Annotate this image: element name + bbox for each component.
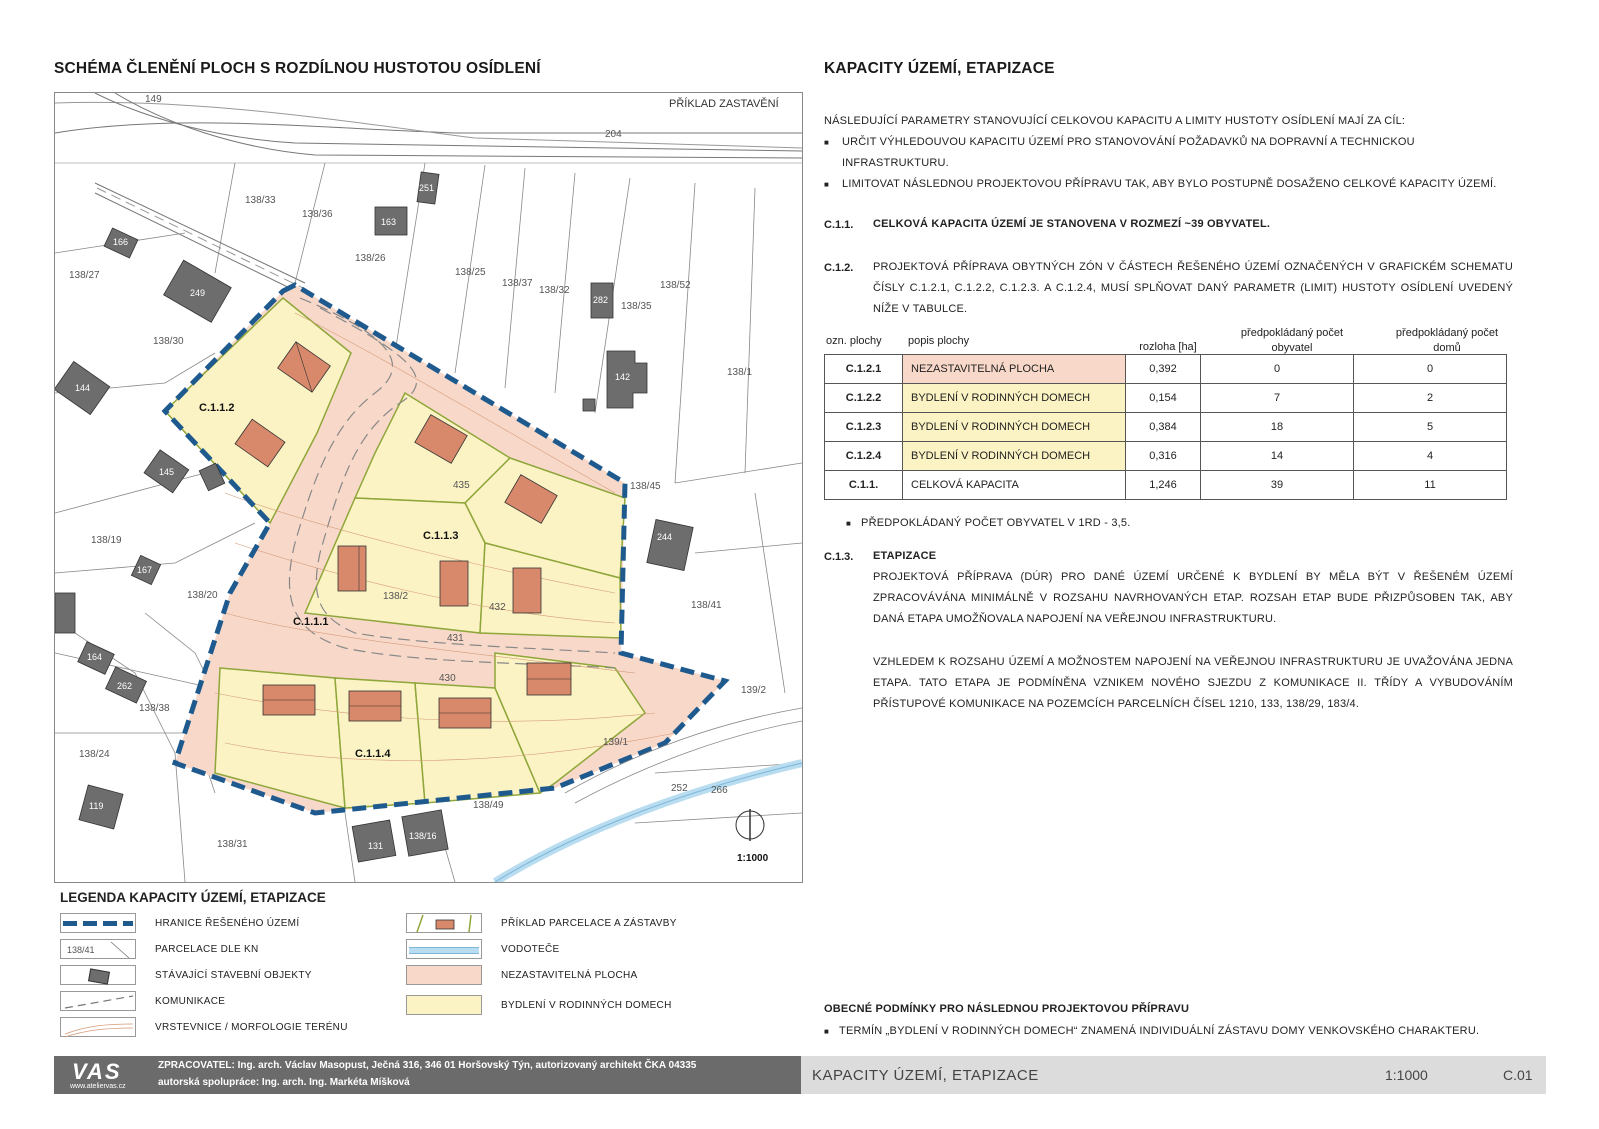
th-desc: popis plochy <box>908 335 970 347</box>
cell-desc: CELKOVÁ KAPACITA <box>903 471 1126 500</box>
table-note: ■ PŘEDPOKLÁDANÝ POČET OBYVATEL V 1RD - 3,5. <box>846 517 1131 529</box>
table-row <box>825 355 1507 384</box>
intro-lead: NÁSLEDUJÍCÍ PARAMETRY STANOVUJÍCÍ CELKOVOU KAPACITU A LIMITY HUSTOTY OSÍDLENÍ MAJÍ ZA CÍL: <box>824 115 1406 127</box>
svg-text:138/38: 138/38 <box>139 703 170 714</box>
cell-area: 0,392 <box>1126 355 1201 384</box>
svg-text:138/16: 138/16 <box>409 831 437 841</box>
svg-text:138/45: 138/45 <box>630 481 661 492</box>
svg-text:251: 251 <box>419 183 435 193</box>
legend-label: HRANICE ŘEŠENÉHO ÚZEMÍ <box>155 917 300 929</box>
legend-parcelation-symbol <box>406 913 482 933</box>
table-row <box>825 442 1507 471</box>
svg-text:138/20: 138/20 <box>187 590 218 601</box>
legend-label: PŘÍKLAD PARCELACE A ZÁSTAVBY <box>501 917 677 929</box>
svg-text:139/1: 139/1 <box>603 737 629 748</box>
svg-text:138/26: 138/26 <box>355 253 386 264</box>
svg-text:131: 131 <box>368 841 384 851</box>
th-pop: předpokládaný počet obyvatel <box>1240 327 1344 354</box>
svg-text:432: 432 <box>489 602 506 613</box>
svg-text:163: 163 <box>381 217 397 227</box>
legend-water-symbol <box>406 939 482 959</box>
c113-paragraph-1: PROJEKTOVÁ PŘÍPRAVA (DÚR) PRO DANÉ ÚZEMÍ URČENÉ K BYDLENÍ BY MĚLA BÝT V ŘEŠENÉM ÚZEMÍ ZPRACOVÁVÁNA MINIMÁLNĚ V ROZSAHU NAVRHOVANÝCH ETAP. ROZSAH ETAP BUDE PŘIZPŮSOBEN TAK, ABY DANÁ ETAPA UMOŽŇOVALA NAPOJENÍ NA VEŘEJNOU INFRASTRUKTURU. <box>873 571 1513 625</box>
svg-text:252: 252 <box>671 783 688 794</box>
legend-label: VODOTEČE <box>501 943 560 955</box>
intro-block <box>824 111 1514 195</box>
legend-label: STÁVAJÍCÍ STAVEBNÍ OBJEKTY <box>155 969 312 981</box>
cell-area: 0,316 <box>1126 442 1201 471</box>
legend-housing <box>406 994 672 1016</box>
legend-label: NEZASTAVITELNÁ PLOCHA <box>501 969 638 981</box>
legend-label: BYDLENÍ V RODINNÝCH DOMECH <box>501 999 672 1011</box>
th-houses: předpokládaný počet domů <box>1395 327 1499 354</box>
svg-text:204: 204 <box>605 129 622 140</box>
svg-text:138/32: 138/32 <box>539 285 570 296</box>
table-row <box>825 384 1507 413</box>
cell-zone: C.1.1. <box>825 471 903 500</box>
svg-text:149: 149 <box>145 94 162 105</box>
c113-title: ETAPIZACE <box>873 550 937 562</box>
cell-pop: 18 <box>1201 413 1354 442</box>
legend-pink-symbol <box>406 965 482 985</box>
cell-desc: BYDLENÍ V RODINNÝCH DOMECH <box>903 442 1126 471</box>
svg-text:138/27: 138/27 <box>69 270 100 281</box>
cell-pop: 0 <box>1201 355 1354 384</box>
svg-text:138/49: 138/49 <box>473 800 504 811</box>
svg-text:145: 145 <box>159 467 175 477</box>
th-zone: ozn. plochy <box>826 335 882 347</box>
svg-text:142: 142 <box>615 372 631 382</box>
cell-houses: 2 <box>1354 384 1507 413</box>
svg-text:138/24: 138/24 <box>79 749 110 760</box>
legend-boundary-symbol <box>60 913 136 933</box>
legend-boundary <box>60 912 299 934</box>
svg-text:138/31: 138/31 <box>217 839 248 850</box>
footer-scale: 1:1000 <box>1385 1067 1428 1083</box>
svg-text:166: 166 <box>113 237 129 247</box>
cell-pop: 39 <box>1201 471 1354 500</box>
table-row <box>825 471 1507 500</box>
svg-text:244: 244 <box>657 532 673 542</box>
general-item: ■ TERMÍN „BYDLENÍ V RODINNÝCH DOMECH“ ZNAMENÁ INDIVIDUÁLNÍ ZÁSTAVU DOMY VENKOVSKÉHO CHARAKTERU. <box>824 1025 1480 1037</box>
svg-text:138/41: 138/41 <box>691 600 722 611</box>
footer-titleblock <box>801 1056 1546 1094</box>
table-row <box>825 413 1507 442</box>
cell-desc: BYDLENÍ V RODINNÝCH DOMECH <box>903 384 1126 413</box>
site-map <box>54 92 803 883</box>
legend-title: LEGENDA KAPACITY ÚZEMÍ, ETAPIZACE <box>60 890 326 905</box>
c113-number: C.1.3. <box>824 551 854 563</box>
c111-number: C.1.1. <box>824 219 854 231</box>
footer-sheet: C.01 <box>1503 1067 1533 1083</box>
footer-credits <box>54 1056 801 1094</box>
c113-paragraph-2: VZHLEDEM K ROZSAHU ÚZEMÍ A MOŽNOSTEM NAPOJENÍ NA VEŘEJNOU INFRASTRUKTURU JE UVAŽOVÁNA JEDNA ETAPA. TATO ETAPA JE PODMÍNĚNA VZNIKEM NOVÉHO SJEZDU Z KOMUNIKACE II. TŘÍDY A VYBUDOVÁNÍM PŘÍSTUPOVÉ KOMUNIKACE NA POZEMCÍCH PARCELNÍCH ČÍSEL 1210, 133, 138/29, 183/4. <box>873 656 1513 710</box>
legend-roads <box>60 990 225 1012</box>
studio-website: www.ateliervas.cz <box>70 1083 126 1090</box>
legend-roads-symbol <box>60 991 136 1011</box>
legend-parcels <box>60 938 259 960</box>
legend-label: VRSTEVNICE / MORFOLOGIE TERÉNU <box>155 1021 348 1033</box>
cell-zone: C.1.2.2 <box>825 384 903 413</box>
cell-zone: C.1.2.1 <box>825 355 903 384</box>
svg-text:249: 249 <box>190 288 206 298</box>
c112-number: C.1.2. <box>824 262 854 274</box>
svg-text:430: 430 <box>439 673 456 684</box>
general-text: TERMÍN „BYDLENÍ V RODINNÝCH DOMECH“ ZNAMENÁ INDIVIDUÁLNÍ ZÁSTAVU DOMY VENKOVSKÉHO CHARAKTERU. <box>839 1025 1480 1037</box>
svg-text:164: 164 <box>87 652 103 662</box>
section-title: KAPACITY ÚZEMÍ, ETAPIZACE <box>824 60 1055 77</box>
intro-bullet: ■ LIMITOVAT NÁSLEDNOU PROJEKTOVOU PŘÍPRAVU TAK, ABY BYLO POSTUPNĚ DOSAŽENO CELKOVÉ KAPACITY ÚZEMÍ. <box>824 174 1514 195</box>
cell-area: 0,384 <box>1126 413 1201 442</box>
svg-text:C.1.1.1: C.1.1.1 <box>293 616 329 628</box>
cell-houses: 11 <box>1354 471 1507 500</box>
footer-title: KAPACITY ÚZEMÍ, ETAPIZACE <box>812 1067 1039 1084</box>
c112-text: PROJEKTOVÁ PŘÍPRAVA OBYTNÝCH ZÓN V ČÁSTECH ŘEŠENÉHO ÚZEMÍ OZNAČENÝCH V GRAFICKÉM SCHEMATU ČÍSLY C.1.2.1, C.1.2.2, C.1.2.3. A C.1.2.4, MUSÍ SPLŇOVAT DANÝ PARAMETR (LIMIT) HUSTOTY OSÍDLENÍ UVEDENÝ NÍŽE V TABULCE. <box>873 261 1513 315</box>
svg-text:C.1.1.2: C.1.1.2 <box>199 402 235 414</box>
svg-text:138/33: 138/33 <box>245 195 276 206</box>
svg-text:435: 435 <box>453 480 470 491</box>
legend-water <box>406 938 560 960</box>
legend-buildings <box>60 964 312 986</box>
legend-label: KOMUNIKACE <box>155 995 226 1007</box>
legend-label: PARCELACE DLE KN <box>155 943 259 955</box>
legend-contours-symbol <box>60 1017 136 1037</box>
svg-text:138/52: 138/52 <box>660 280 691 291</box>
svg-text:138/1: 138/1 <box>727 367 753 378</box>
legend-parcelation <box>406 912 677 934</box>
cell-zone: C.1.2.3 <box>825 413 903 442</box>
svg-text:138/36: 138/36 <box>302 209 333 220</box>
th-area: rozloha [ha] <box>1139 341 1197 353</box>
svg-text:C.1.1.4: C.1.1.4 <box>355 748 391 760</box>
cell-houses: 5 <box>1354 413 1507 442</box>
svg-text:138/2: 138/2 <box>383 591 409 602</box>
cell-houses: 0 <box>1354 355 1507 384</box>
legend-parcels-symbol <box>60 939 136 959</box>
legend-buildings-symbol <box>60 965 136 985</box>
svg-text:C.1.1.3: C.1.1.3 <box>423 530 459 542</box>
cell-area: 1,246 <box>1126 471 1201 500</box>
general-title: OBECNÉ PODMÍNKY PRO NÁSLEDNOU PROJEKTOVOU PŘÍPRAVU <box>824 1003 1190 1015</box>
svg-text:138/19: 138/19 <box>91 535 122 546</box>
cell-desc: BYDLENÍ V RODINNÝCH DOMECH <box>903 413 1126 442</box>
capacity-table <box>824 354 1507 500</box>
svg-text:138/35: 138/35 <box>621 301 652 312</box>
cell-zone: C.1.2.4 <box>825 442 903 471</box>
svg-text:138/30: 138/30 <box>153 336 184 347</box>
cell-area: 0,154 <box>1126 384 1201 413</box>
svg-text:262: 262 <box>117 681 133 691</box>
legend-parcel-sample: 138/41 <box>67 945 95 955</box>
svg-text:266: 266 <box>711 785 728 796</box>
svg-text:167: 167 <box>137 565 153 575</box>
c111-text: CELKOVÁ KAPACITA ÚZEMÍ JE STANOVENA V ROZMEZÍ ~39 OBYVATEL. <box>873 218 1271 230</box>
cell-houses: 4 <box>1354 442 1507 471</box>
legend-non-buildable <box>406 964 638 986</box>
footer-author: ZPRACOVATEL: Ing. arch. Václav Masopust, Ječná 316, 346 01 Horšovský Týn, autorizovaný architekt ČKA 04335 <box>158 1060 697 1071</box>
cell-pop: 14 <box>1201 442 1354 471</box>
svg-text:138/37: 138/37 <box>502 278 533 289</box>
svg-text:138/25: 138/25 <box>455 267 486 278</box>
map-scale: 1:1000 <box>737 853 769 864</box>
map-drawing <box>55 93 802 882</box>
intro-bullet: ■ URČIT VÝHLEDOUVOU KAPACITU ÚZEMÍ PRO STANOVOVÁNÍ POŽADAVKŮ NA DOPRAVNÍ A TECHNICKOU INFRASTRUKTURU. <box>824 132 1514 174</box>
svg-text:282: 282 <box>593 295 609 305</box>
legend-yellow-symbol <box>406 995 482 1015</box>
footer-coauthor: autorská spolupráce: Ing. arch. Ing. Markéta Míšková <box>158 1077 410 1088</box>
table-note-text: PŘEDPOKLÁDANÝ POČET OBYVATEL V 1RD - 3,5. <box>861 517 1131 529</box>
cell-desc: NEZASTAVITELNÁ PLOCHA <box>903 355 1126 384</box>
map-title: SCHÉMA ČLENĚNÍ PLOCH S ROZDÍLNOU HUSTOTOU OSÍDLENÍ <box>54 60 541 77</box>
svg-text:431: 431 <box>447 633 464 644</box>
example-label: PŘÍKLAD ZASTAVĚNÍ <box>669 98 779 110</box>
cell-pop: 7 <box>1201 384 1354 413</box>
studio-logo: VAS <box>72 1059 122 1084</box>
legend-contours <box>60 1016 348 1038</box>
svg-text:144: 144 <box>75 383 91 393</box>
svg-text:119: 119 <box>89 801 104 811</box>
svg-text:139/2: 139/2 <box>741 685 767 696</box>
